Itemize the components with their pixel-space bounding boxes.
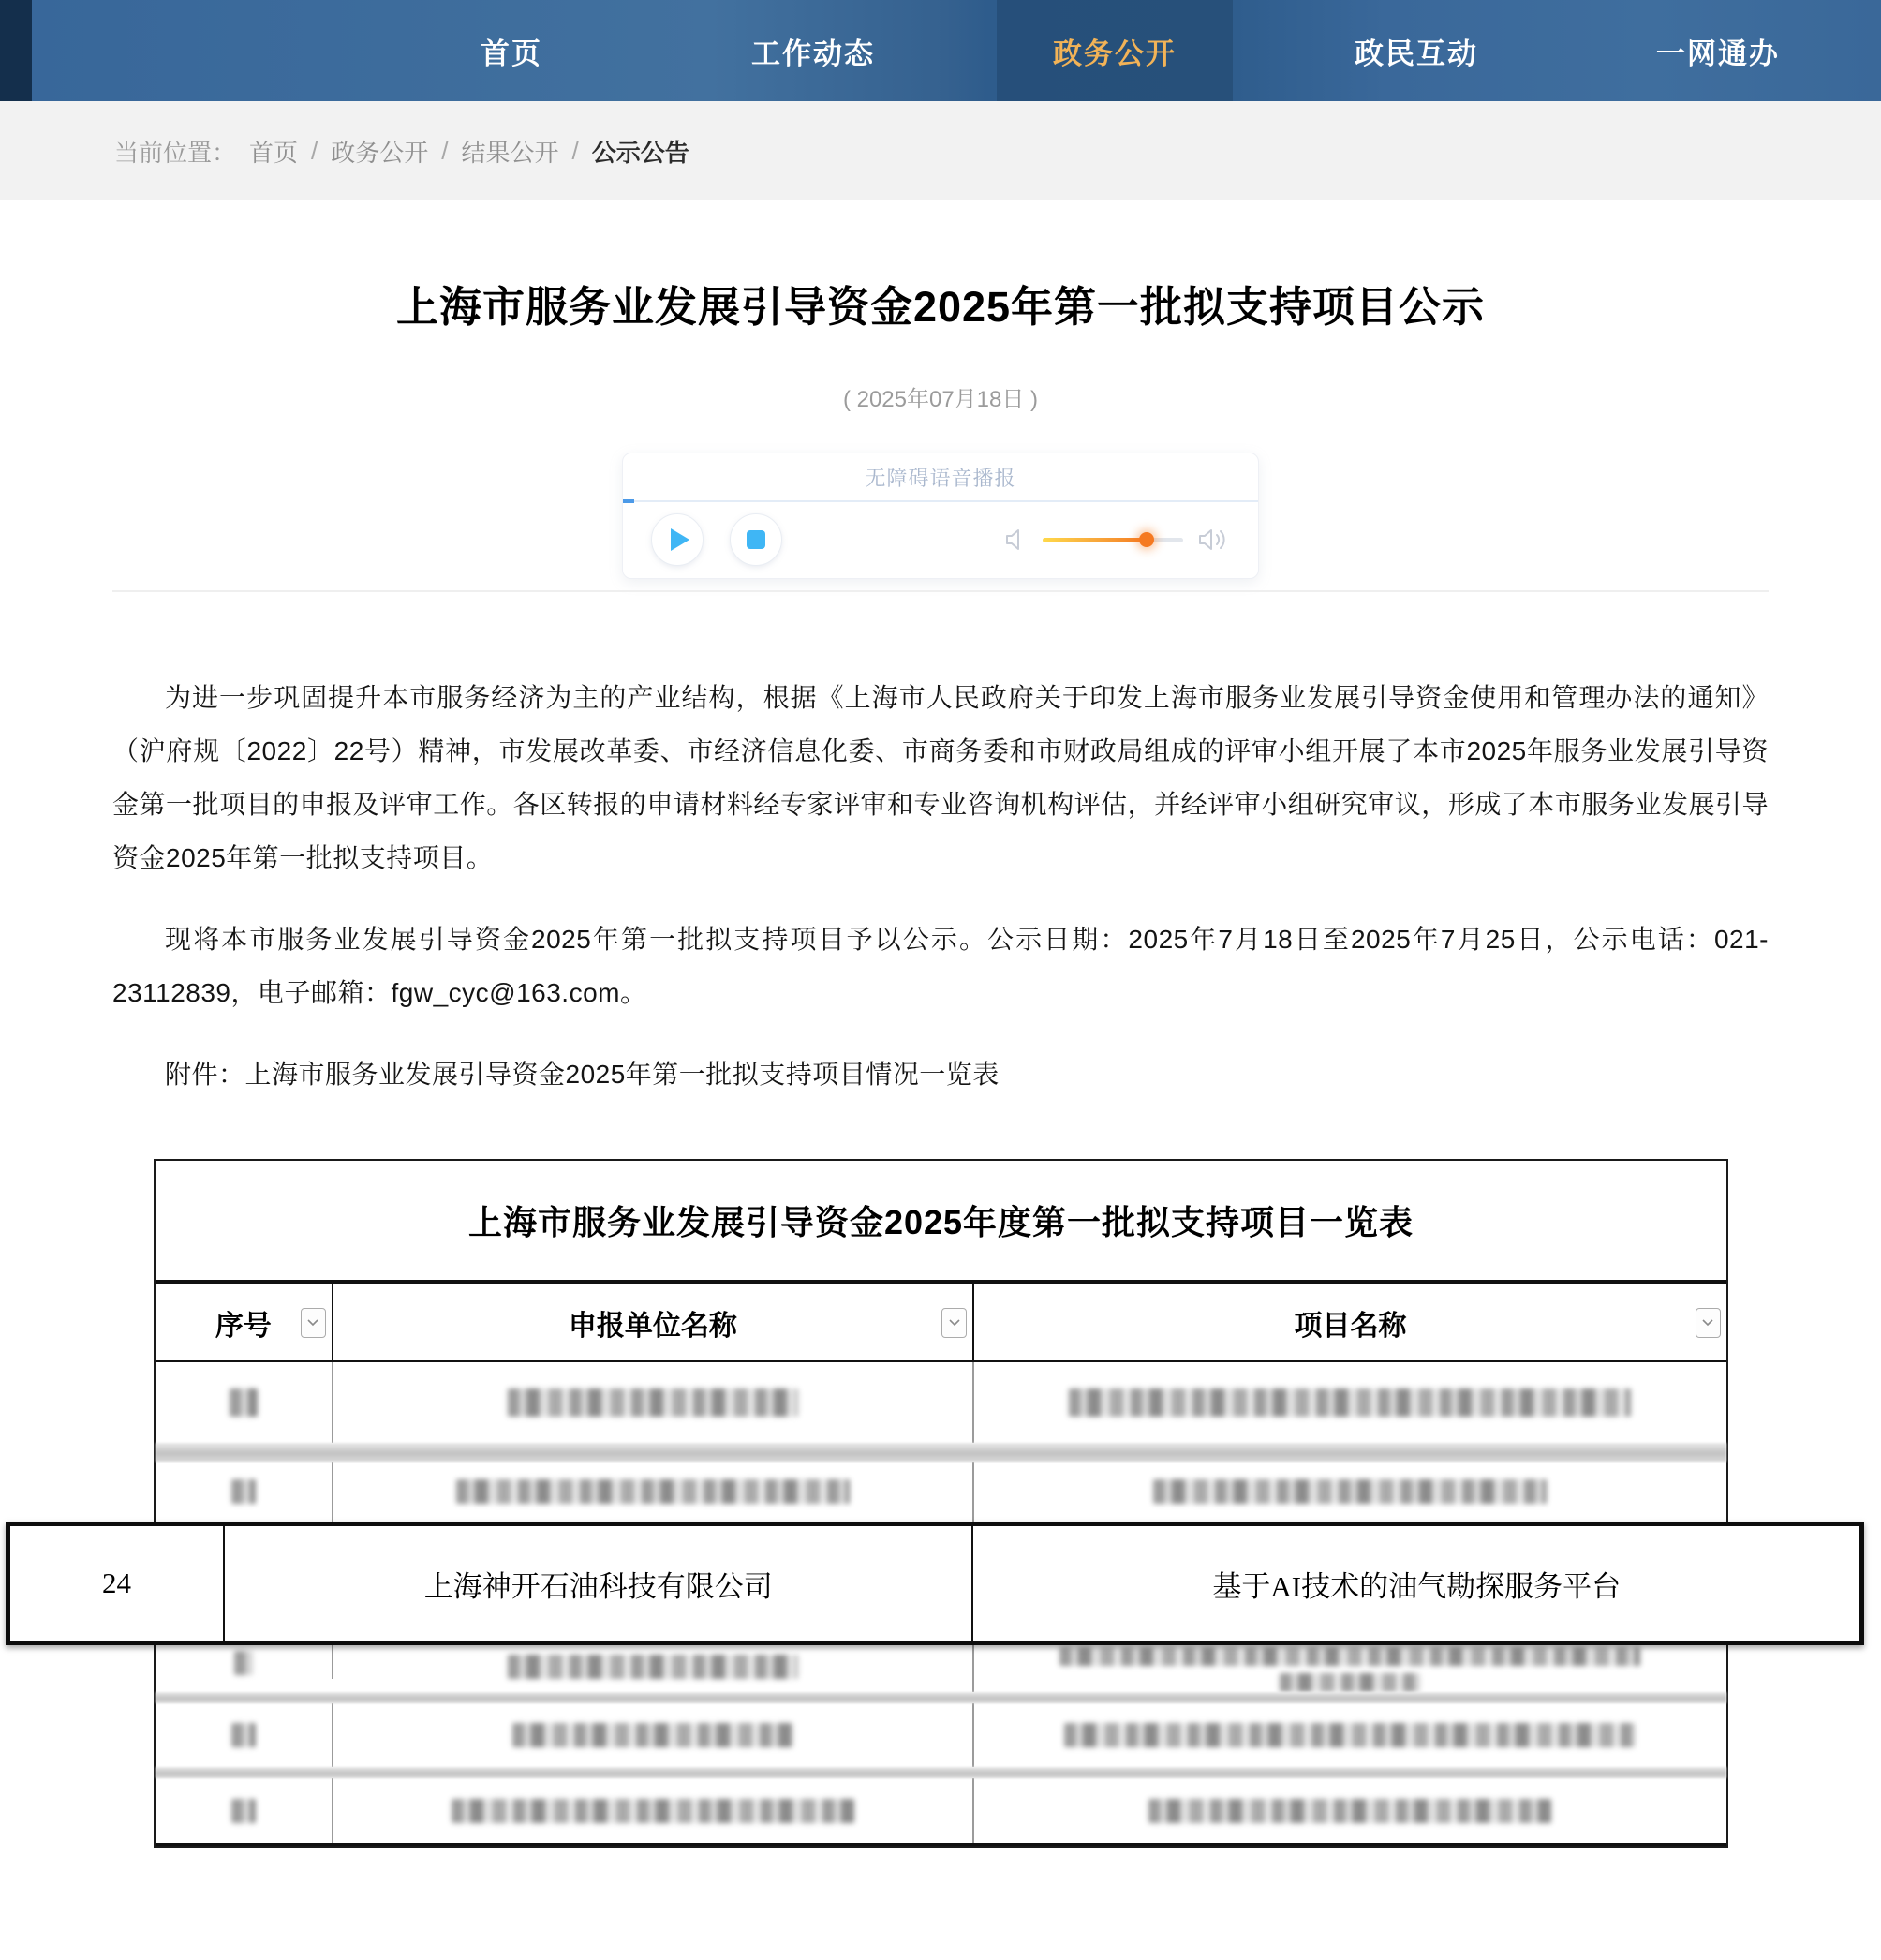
- paragraph-1: 为进一步巩固提升本市服务经济为主的产业结构，根据《上海市人民政府关于印发上海市服务业发展引导资金使用和管理办法的通知》（沪府规〔2022〕22号）精神，市发展改革委、市经济信息化委、市商务委和市财政局组成的评审小组开展了本市2025年服务业发展引导资金第一批项目的申报及评审工作。各区转报的申请材料经专家评审和专业咨询机构评估，并经评审小组研究审议，形成了本市服务业发展引导资金2025年第一批拟支持项目。: [112, 683, 1769, 872]
- cell-company: 上海神开石油科技有限公司: [223, 1526, 971, 1641]
- cell-project-redacted: [972, 1778, 1726, 1843]
- column-header-label: 序号: [215, 1310, 272, 1342]
- cell-project: 基于AI技术的油气勘探服务平台: [971, 1526, 1859, 1641]
- breadcrumb-band: [0, 101, 1881, 200]
- cell-company-redacted: [332, 1778, 972, 1843]
- column-header-company: [332, 1284, 972, 1360]
- play-button[interactable]: [651, 513, 704, 566]
- stop-icon: [747, 530, 765, 549]
- cell-serial-redacted: [156, 1778, 332, 1843]
- player-progress-tick: [623, 499, 634, 503]
- nav-tab-gov-disclosure[interactable]: 政务公开: [997, 0, 1233, 101]
- table-row-redacted: [156, 1362, 1726, 1443]
- table-row-redacted: [156, 1645, 1726, 1692]
- chevron-down-icon: [307, 1319, 318, 1327]
- content-divider: [112, 590, 1769, 592]
- table-title: 上海市服务业发展引导资金2025年度第一批拟支持项目一览表: [467, 1203, 1414, 1241]
- cell-serial-redacted: [156, 1645, 332, 1675]
- cell-company-redacted: [332, 1462, 972, 1522]
- audio-player-controls: [623, 502, 1258, 577]
- volume-control: [1001, 526, 1230, 554]
- volume-slider[interactable]: [1043, 538, 1183, 542]
- table-row-redacted: [156, 1462, 1726, 1522]
- cell-project-redacted: [972, 1362, 1726, 1443]
- cell-project-redacted: [972, 1462, 1726, 1522]
- cell-serial: 24: [102, 1567, 131, 1599]
- breadcrumb-separator: /: [311, 136, 318, 165]
- filter-dropdown-button[interactable]: [941, 1308, 967, 1338]
- table-row-redacted: [156, 1703, 1726, 1767]
- redaction-band: [156, 1443, 1726, 1462]
- chevron-down-icon: [1702, 1319, 1713, 1327]
- breadcrumb-link-gov-disclosure[interactable]: 政务公开: [331, 138, 429, 167]
- redaction-band: [156, 1692, 1726, 1703]
- projects-table: [102, 1159, 1728, 1848]
- breadcrumb-current: 公示公告: [591, 138, 689, 167]
- nav-tabs: [393, 0, 1836, 101]
- stop-button[interactable]: [730, 513, 782, 566]
- breadcrumb-link-home[interactable]: 首页: [249, 138, 299, 167]
- column-header-label: 项目名称: [1294, 1310, 1407, 1342]
- attachment-line: 附件：上海市服务业发展引导资金2025年第一批拟支持项目情况一览表: [165, 1060, 1000, 1089]
- filter-dropdown-button[interactable]: [301, 1308, 326, 1338]
- chevron-down-icon: [949, 1319, 960, 1327]
- volume-mute-icon[interactable]: [1001, 526, 1029, 554]
- column-header-serial: [156, 1284, 332, 1360]
- cell-serial-redacted: [156, 1703, 332, 1767]
- table-row-redacted: [156, 1778, 1726, 1846]
- page-title: 上海市服务业发展引导资金2025年第一批拟支持项目公示: [395, 283, 1486, 331]
- nav-tab-home[interactable]: 首页: [481, 37, 542, 70]
- article: [0, 268, 1881, 1848]
- breadcrumb-link-results[interactable]: 结果公开: [461, 138, 559, 167]
- publish-date: ( 2025年07月18日 ): [842, 387, 1039, 412]
- breadcrumb-separator: /: [441, 136, 449, 165]
- audio-player-title: 无障碍语音播报: [865, 466, 1016, 490]
- cell-company-redacted: [332, 1645, 972, 1679]
- filter-dropdown-button[interactable]: [1696, 1308, 1721, 1338]
- cell-project-redacted: [972, 1645, 1726, 1692]
- audio-player-header: [623, 453, 1258, 502]
- audio-player: [622, 453, 1259, 579]
- volume-slider-fill: [1043, 538, 1147, 542]
- article-body: [112, 671, 1769, 1101]
- volume-slider-thumb[interactable]: [1139, 532, 1154, 547]
- cell-serial-redacted: [156, 1362, 332, 1443]
- breadcrumb: [114, 134, 689, 169]
- nav-tab-online-services[interactable]: 一网通办: [1656, 37, 1780, 70]
- column-header-project: [972, 1284, 1726, 1360]
- breadcrumb-prefix: 当前位置：: [114, 138, 237, 167]
- volume-loud-icon[interactable]: [1196, 526, 1230, 554]
- table-header-row: [156, 1280, 1726, 1362]
- cell-project-redacted: [972, 1703, 1726, 1767]
- nav-tab-work-news[interactable]: 工作动态: [751, 37, 875, 70]
- column-header-label: 申报单位名称: [568, 1310, 737, 1342]
- cell-company-redacted: [332, 1703, 972, 1767]
- breadcrumb-separator: /: [571, 136, 579, 165]
- redaction-band: [156, 1767, 1726, 1778]
- nav-tab-interaction[interactable]: 政民互动: [1355, 37, 1478, 70]
- play-icon: [671, 528, 689, 551]
- cell-serial-redacted: [156, 1462, 332, 1522]
- table-row-highlighted[interactable]: [6, 1522, 1864, 1645]
- cell-company-redacted: [332, 1362, 972, 1443]
- paragraph-2: 现将本市服务业发展引导资金2025年第一批拟支持项目予以公示。公示日期：2025年7月18日至2025年7月25日，公示电话：021-23112839，电子邮箱：fgw_cyc@163.com。: [112, 925, 1769, 1007]
- top-navigation-bar: [0, 0, 1881, 101]
